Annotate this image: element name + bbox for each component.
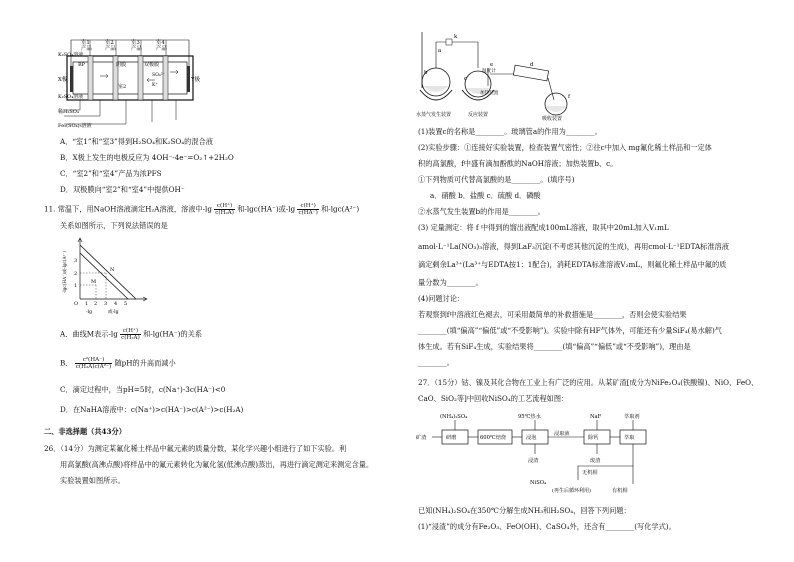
right-line: ________。 xyxy=(418,358,454,367)
right-line: amol·L⁻¹La(NO₃)₃溶液，得到LaF₃沉淀(不考虑其他沉淀的生成)，再用cmol·L⁻¹EDTA标准溶液 xyxy=(418,242,729,251)
reactor-caption: 反应装置 xyxy=(468,112,489,118)
q11-option-a: A．曲线M表示-lg $\frac{c(H^+)}{\text{c(H₂A)}}$ 和-lg(HA⁻)的关系 xyxy=(60,328,203,341)
step-extract: 萃取 xyxy=(624,435,635,441)
point-m-label: M xyxy=(91,279,97,285)
svg-text:d: d xyxy=(530,62,534,68)
leachate: 浸取液 xyxy=(554,431,570,437)
right-line: 积的高氯酸，f中盛有滴加酚酞的NaOH溶液；加热装置b、c。 xyxy=(418,159,618,168)
room-label: 室3 xyxy=(131,40,140,46)
step-soak: 浸泡 xyxy=(526,435,537,441)
graph-origin: O xyxy=(74,301,79,307)
svg-text:k: k xyxy=(454,34,458,40)
right-line: ②水蒸气发生装置b的作用是________。 xyxy=(418,207,545,216)
bipolar-membrane-label: 双极膜 xyxy=(144,62,160,68)
q10-option-d: D．双极膜向“室2”和“室4”中提供OH⁻ xyxy=(60,185,185,194)
organic-phase: 有机相 xyxy=(612,488,628,494)
product-niso4: NiSO₄ xyxy=(530,480,547,486)
graph-xtick: 4 xyxy=(114,301,118,307)
sulfate-label: SO₄²⁻ xyxy=(152,73,166,78)
graph-xtick: 2 xyxy=(94,301,98,307)
k2so4-bottom-label: 稀H₂SO₄ xyxy=(58,109,79,115)
process-flow-chart xyxy=(418,410,718,504)
q11-fraction-2: $\frac{c(H^+)}{c(HA^-)}$ xyxy=(298,203,318,216)
right-line: 量分数为________。 xyxy=(418,278,483,287)
step-grind: 研磨 xyxy=(446,435,457,441)
tail-line: 已知(NH₄)₂SO₄在350℃分解生成NH₃和H₂SO₄，回答下列问题： xyxy=(418,506,631,515)
product-label: 产品 xyxy=(81,46,92,52)
dilute-acid-label: K₂SO₄溶液 xyxy=(58,94,84,100)
x-electrode-label: X极 xyxy=(58,77,68,83)
room-label: 室2 xyxy=(105,40,114,46)
right-line: 滴定剩余La³⁺(La³⁺与EDTA按1：1配合)，消耗EDTA标准溶液V₂mL，则氟化稀土样品中氟的质 xyxy=(418,260,727,269)
electrolysis-figure xyxy=(60,36,210,128)
top-left-solution: K₂SO₄溶液 xyxy=(58,52,84,58)
section-2-heading: 二、非选择题（共43分） xyxy=(44,427,126,436)
right-line: 体生成。若有SiF₄生成，实验结果将________(填“偏高”“偏低”或“不受影响”)，理由是 xyxy=(418,342,691,351)
room-label: 室4 xyxy=(156,40,165,46)
svg-text:f: f xyxy=(568,94,570,100)
right-line: (1)装置c的名称是________。玻璃管a的作用为________。 xyxy=(418,127,602,136)
q11-stem xyxy=(44,203,359,216)
inorganic-phase: 无机相 xyxy=(582,470,598,476)
product-label: 产品 xyxy=(105,46,116,52)
right-line: (2)实验步骤：①连接好实验装置，检查装置气密性；②往c中加入 mg氟化稀土样品和一定体 xyxy=(418,143,712,152)
reagent-naf: NaF xyxy=(590,414,602,420)
right-line: 若观察到f中溶液红色褪去，可采用最简单的补救措施是________，否则会使实验结果 xyxy=(418,310,687,319)
right-line: (3) 定量测定：将 f 中得到的馏出液配成100mL溶液，取其中20mL加入V₁mL xyxy=(418,223,669,232)
q11-option-c: C．滴定过程中，当pH=5时，c(Na⁺)-3c(HA⁻)<0 xyxy=(60,385,226,394)
anion-film-label: 阴膜 xyxy=(116,62,127,68)
recycle-note: (再生后循环利用) xyxy=(552,488,591,494)
svg-text:a: a xyxy=(438,48,442,54)
right-line: a．硝酸 b．盐酸 c．硫酸 d．磷酸 xyxy=(430,191,541,200)
room2-label: 室2 xyxy=(118,84,127,90)
q11-number: 11. xyxy=(44,204,56,214)
q11-fraction-1: $\frac{c(H^+)}{\text{c(H₂A)}}$ xyxy=(215,203,234,216)
q11-option-b: B． $\frac{\text{c²(HA⁻)}}{\text{c(H₂A)c(A²⁻)}}$ 随pH的升高而减小 xyxy=(60,357,176,370)
absorber-caption: 吸收装置 xyxy=(542,116,563,122)
q10-option-c: C．“室2”和“室4”产品为浓PFS xyxy=(60,169,162,178)
line-m xyxy=(80,253,128,299)
q10-option-a: A．“室1”和“室3”得到H₂SO₄和K₂SO₄的混合液 xyxy=(60,137,213,146)
graph-ytick: 2 xyxy=(74,271,78,277)
fe2so43-label: Fe₂(SO₄)₃溶液 xyxy=(58,123,92,129)
outer-cell-box xyxy=(67,56,193,100)
product-label: 产品 xyxy=(131,46,142,52)
svg-text:e: e xyxy=(490,62,494,68)
feed-ore: 矿渣 xyxy=(416,435,427,441)
generator-caption: 水蒸气发生装置 xyxy=(416,112,452,118)
reagent-nh4so4: (NH₄)₂SO₄ xyxy=(440,414,468,420)
q26-line: 用高氯酸(高沸点酸)将样品中的氟元素转化为氟化氢(低沸点酸)蒸出，再进行滴定测定来测定含量。 xyxy=(60,460,374,469)
svg-text:b: b xyxy=(424,70,428,76)
svg-text:加热装置: 加热装置 xyxy=(480,91,499,96)
right-line: (4)问题讨论： xyxy=(418,294,465,303)
room-label: 室1 xyxy=(81,40,90,46)
q26-line: 26．（14分）为测定某氟化稀土样品中氟元素的质量分数，某化学兴趣小组进行了如下实验。利 xyxy=(44,444,347,453)
q27-line: CaO、SiO₂等]中回收NiSO₄的工艺流程如图： xyxy=(418,394,569,403)
line-n xyxy=(80,245,136,299)
bp-label: BP xyxy=(78,62,86,68)
q11-option-d: D．在NaHA溶液中：c(Na⁺)>c(HA⁻)>c(A²⁻)>c(H₂A) xyxy=(60,405,244,414)
distillation-apparatus xyxy=(418,28,588,120)
product-label: 产品 xyxy=(156,46,167,52)
q10-option-b: B．X极上发生的电极反应为 4OH⁻-4e⁻=O₂↑+2H₂O xyxy=(60,153,234,162)
point-n-label: N xyxy=(110,267,115,273)
k-ion-label: K⁺ xyxy=(152,83,158,88)
graph-xtick: 1 xyxy=(85,301,89,307)
graph-ytick: 1 xyxy=(74,283,78,289)
svg-text:温度计: 温度计 xyxy=(482,69,496,74)
graph-xtick: 5 xyxy=(124,301,128,307)
graph-xlabel-b: 或-lg xyxy=(108,310,119,315)
right-line: ①下列物质可代替高氯酸的是________。(填序号) xyxy=(418,175,575,184)
step-decalcify: 除钙 xyxy=(588,435,599,441)
step-roast: 600℃焙烧 xyxy=(480,435,507,441)
graph-xlabel-a: -lg xyxy=(86,310,92,315)
tail-line: (1)“浸渣”的成分有Fe₂O₃、FeO(OH)、CaSO₄外，还含有________(写化学式)。 xyxy=(418,522,676,531)
graph-ylabel: -lgc(HA⁻)或-lgc(A²⁻) xyxy=(62,250,67,293)
q26-line: 实验装置如图所示。 xyxy=(60,476,125,485)
q11-graph xyxy=(58,235,148,315)
leach-residue: 浸渣 xyxy=(528,458,539,464)
q11-stem-line2: 关系如图所示，下列说法错误的是 xyxy=(60,221,168,230)
reagent-extractant: 萃取剂 xyxy=(624,414,640,420)
graph-xtick: 3 xyxy=(104,301,108,307)
q11-stem-part-c: 和-lgc(A²⁻) xyxy=(321,204,360,214)
right-line: ________(填“偏高”“偏低”或“不受影响”)。实验中除有HF气体外，可能还有少量SiF₄(易水解)气 xyxy=(418,326,722,335)
q11-stem-part-b: 和-lgc(HA⁻)或-lg xyxy=(237,204,296,214)
waste-residue: 废渣 xyxy=(590,458,601,464)
graph-ytick: 3 xyxy=(74,258,78,264)
q27-line: 27．（15分）钴、镍及其化合物在工业上有广泛的应用。从某矿渣[成分为NiFe₂O₄(铁酸镍)、NiO、FeO、 xyxy=(418,378,759,387)
q11-stem-part-a: 常温下，用NaOH溶液滴定H₂A溶液，溶液中-lg xyxy=(57,204,212,214)
y-electrode-label: Y极 xyxy=(191,77,200,83)
reagent-hot-water: 95℃热水 xyxy=(518,414,541,420)
svg-text:c: c xyxy=(464,76,468,82)
